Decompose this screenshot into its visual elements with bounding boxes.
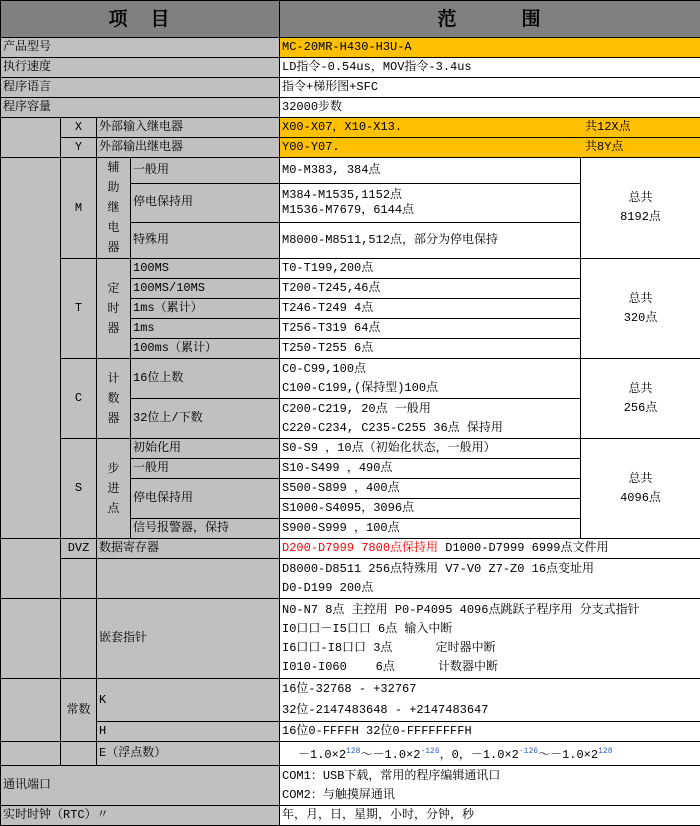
comm-value-line: COM1：USB下载，常用的程序编辑通讯口: [282, 768, 501, 783]
c-item-value-line: C100-C199,(保持型)100点: [282, 380, 439, 395]
m-item-value: M0-M383, 384点: [280, 158, 581, 184]
s-item-value: S0-S9 ，10点（初始化状态，一般用）: [280, 439, 581, 459]
k-value-line: 32位-2147483648 - +2147483647: [282, 703, 489, 717]
c-group: 计数器: [97, 359, 131, 439]
dvz-value: [280, 539, 700, 559]
t-item-label: 1ms: [131, 319, 280, 339]
s-item-value: S1000-S4095，3096点: [280, 499, 581, 519]
t-total-label: 总共: [628, 291, 653, 306]
y-label: 外部输出继电器: [97, 138, 280, 158]
capacity-value: 32000步数: [280, 98, 700, 118]
dvz-empty-label: [97, 559, 280, 599]
x-label: 外部输入继电器: [97, 118, 280, 138]
e-exp: -126: [420, 747, 440, 756]
e-part: ，0，－1.0×2: [439, 748, 519, 762]
dvz-label: 数据寄存器: [97, 539, 280, 559]
k-value: [280, 679, 700, 722]
c-item-value-line: C0-C99,100点: [282, 361, 367, 376]
t-item-value: T0-T199,200点: [280, 259, 581, 279]
c-item-label: 32位上/下数: [131, 399, 280, 439]
comm-value: [280, 766, 700, 806]
c-item-value: [280, 399, 581, 439]
header-range: 范 围: [280, 1, 700, 38]
y-value: Y00-Y07.: [282, 140, 340, 154]
s-item-label: 信号报警器，保持: [131, 519, 280, 539]
c-item-label: 16位上数: [131, 359, 280, 399]
e-code: [61, 742, 97, 766]
pointer-line: N0-N7 8点 主控用 P0-P4095 4096点跳跃子程序用 分支式指针: [282, 602, 640, 617]
pointer-value: [280, 599, 700, 679]
t-item-label: 100MS/10MS: [131, 279, 280, 299]
y-code: Y: [61, 138, 97, 158]
s-total-value: 4096点: [620, 490, 661, 505]
pointer-line: I6口口-I8口口 3点 定时器中断: [282, 640, 496, 655]
t-total-value: 320点: [623, 310, 658, 325]
io-group-cell: [1, 118, 61, 158]
model-value: MC-20MR-H430-H3U-A: [280, 38, 700, 58]
pointer-line: I010-I060 6点 计数器中断: [282, 659, 499, 674]
t-code: T: [61, 259, 97, 359]
t-total: [581, 259, 700, 359]
m-total-label: 总共: [628, 191, 653, 205]
dvz-code: DVZ: [61, 539, 97, 559]
t-item-label: 100ms（累计）: [131, 339, 280, 359]
lang-value: 指令+梯形图+SFC: [280, 78, 700, 98]
speed-label: 执行速度: [1, 58, 280, 78]
c-code: C: [61, 359, 97, 439]
s-item-label: 停电保持用: [131, 479, 280, 519]
e-exp: 128: [598, 747, 613, 756]
const-group-cell: [1, 679, 61, 742]
m-item-label: 一般用: [131, 158, 280, 184]
e-value: [280, 742, 700, 766]
speed-value: LD指令-0.54us，MOV指令-3.4us: [280, 58, 700, 78]
x-value-cell: [280, 118, 700, 138]
e-exp: 128: [346, 747, 361, 756]
m-total-value: 8192点: [620, 210, 661, 224]
t-item-value: T246-T249 4点: [280, 299, 581, 319]
t-item-label: 1ms（累计）: [131, 299, 280, 319]
t-group: 定时器: [97, 259, 131, 359]
x-count: 共12X点: [585, 120, 631, 134]
s-item-label: 初始化用: [131, 439, 280, 459]
c-total-label: 总共: [628, 381, 653, 396]
t-item-value: T250-T255 6点: [280, 339, 581, 359]
e-group-cell: [1, 742, 61, 766]
rtc-label: 实时时钟（RTC）〃: [1, 806, 280, 826]
m-item-value: M8000-M8511,512点，部分为停电保持: [280, 222, 581, 258]
lang-label: 程序语言: [1, 78, 280, 98]
s-total-label: 总共: [628, 471, 653, 486]
dvz-empty-code: [61, 559, 97, 599]
k-label: K: [97, 679, 280, 722]
s-total: [581, 439, 700, 539]
c-item-value-line: C220-C234, C235-C255 36点 保持用: [282, 420, 503, 435]
s-item-label: 一般用: [131, 459, 280, 479]
m-item-value-line: M384-M1535,1152点: [282, 187, 403, 202]
dvz-value-red: D200-D7999 7800点保持用: [282, 541, 439, 555]
dvz-value-2: [280, 559, 700, 599]
h-value: 16位0-FFFFH 32位0-FFFFFFFFH: [280, 722, 700, 742]
e-part: ～－1.0×2: [360, 748, 421, 762]
pointer-code: [61, 599, 97, 679]
m-code: M: [61, 158, 97, 259]
h-label: H: [97, 722, 280, 742]
capacity-label: 程序容量: [1, 98, 280, 118]
e-part: －1.0×2: [298, 748, 347, 762]
c-item-value-line: C200-C219, 20点 一般用: [282, 401, 431, 416]
y-value-cell: [280, 138, 700, 158]
model-label: 产品型号: [1, 38, 280, 58]
comm-value-line: COM2：与触摸屏通讯: [282, 787, 395, 802]
s-item-value: S500-S899 ，400点: [280, 479, 581, 499]
x-code: X: [61, 118, 97, 138]
m-total: [581, 158, 700, 259]
dvz-value-text: D1000-D7999 6999点文件用: [438, 541, 609, 555]
m-item-label: 特殊用: [131, 222, 280, 258]
rtc-value: 年，月，日，星期，小时，分钟，秒: [280, 806, 700, 826]
m-item-value-line: M1536-M7679，6144点: [282, 202, 415, 217]
t-item-label: 100MS: [131, 259, 280, 279]
k-value-line: 16位-32768 - +32767: [282, 682, 417, 696]
s-item-value: S900-S999 ，100点: [280, 519, 581, 539]
m-group: 辅助继电器: [97, 158, 131, 259]
m-item-label: 停电保持用: [131, 184, 280, 223]
t-item-value: T256-T319 64点: [280, 319, 581, 339]
pointer-group-cell: [1, 599, 61, 679]
pointer-line: I0口口－I5口口 6点 输入中断: [282, 621, 453, 636]
e-exp: -126: [518, 747, 539, 756]
header-item: 项 目: [1, 1, 280, 38]
t-item-value: T200-T245,46点: [280, 279, 581, 299]
dvz-value-line: D8000-D8511 256点特殊用 V7-V0 Z7-Z0 16点变址用: [282, 561, 595, 576]
soft-element-group-cell: [1, 158, 61, 539]
s-group: 步进点: [97, 439, 131, 539]
dvz-group-cell: [1, 539, 61, 599]
c-total: [581, 359, 700, 439]
c-item-value: [280, 359, 581, 399]
s-item-value: S10-S499 ，490点: [280, 459, 581, 479]
e-label: E（浮点数）: [97, 742, 280, 766]
e-part: ～－1.0×2: [538, 748, 599, 762]
m-item-value: [280, 184, 581, 223]
c-total-value: 256点: [623, 400, 658, 415]
const-label: 常数: [61, 679, 97, 742]
x-value: X00-X07，X10-X13.: [282, 120, 403, 134]
s-code: S: [61, 439, 97, 539]
y-count: 共8Y点: [585, 140, 624, 154]
comm-label: 通讯端口: [1, 766, 280, 806]
dvz-value-line: D0-D199 200点: [282, 580, 374, 595]
pointer-label: 嵌套指针: [97, 599, 280, 679]
